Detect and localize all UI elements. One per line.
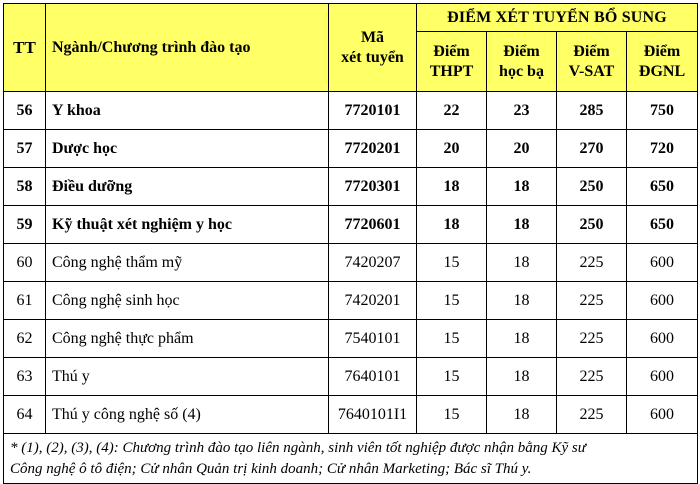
header-vsat-line2: V-SAT <box>568 62 615 80</box>
cell-tt: 59 <box>4 206 46 244</box>
cell-dgnl: 600 <box>627 320 698 358</box>
cell-dgnl: 720 <box>627 130 698 168</box>
cell-thpt: 15 <box>417 282 487 320</box>
cell-thpt: 18 <box>417 168 487 206</box>
cell-tt: 62 <box>4 320 46 358</box>
cell-vsat: 225 <box>557 320 627 358</box>
cell-hocba: 18 <box>487 244 557 282</box>
cell-hocba: 18 <box>487 320 557 358</box>
cell-hocba: 18 <box>487 168 557 206</box>
cell-program: Công nghệ thực phẩm <box>46 320 329 358</box>
cell-vsat: 250 <box>557 206 627 244</box>
table-row <box>4 92 698 130</box>
cell-code: 7720101 <box>329 92 417 130</box>
table-body <box>4 92 698 484</box>
cell-hocba: 18 <box>487 396 557 434</box>
cell-vsat: 225 <box>557 396 627 434</box>
cell-thpt: 15 <box>417 396 487 434</box>
header-hocba-line2: học bạ <box>499 62 544 80</box>
cell-dgnl: 600 <box>627 358 698 396</box>
cell-program: Y khoa <box>46 92 329 130</box>
header-thpt-line2: THPT <box>429 62 474 80</box>
header-vsat-line1: Điểm <box>573 42 610 60</box>
table-row <box>4 130 698 168</box>
header-code <box>329 4 417 92</box>
cell-hocba: 18 <box>487 206 557 244</box>
cell-code: 7640101 <box>329 358 417 396</box>
header-dgnl-line1: Điểm <box>643 42 681 60</box>
cell-vsat: 285 <box>557 92 627 130</box>
cell-dgnl: 600 <box>627 244 698 282</box>
cell-dgnl: 600 <box>627 282 698 320</box>
cell-code: 7720601 <box>329 206 417 244</box>
cell-hocba: 23 <box>487 92 557 130</box>
cell-code: 7640101I1 <box>329 396 417 434</box>
cell-vsat: 250 <box>557 168 627 206</box>
table-header <box>4 4 698 92</box>
cell-tt: 63 <box>4 358 46 396</box>
cell-code: 7720201 <box>329 130 417 168</box>
header-tt: TT <box>4 4 46 92</box>
table-row <box>4 320 698 358</box>
cell-tt: 56 <box>4 92 46 130</box>
cell-vsat: 225 <box>557 282 627 320</box>
header-vsat <box>557 32 627 92</box>
cell-code: 7420201 <box>329 282 417 320</box>
cell-tt: 61 <box>4 282 46 320</box>
admission-score-table <box>3 3 698 484</box>
cell-tt: 60 <box>4 244 46 282</box>
header-score-group: ĐIỂM XÉT TUYỂN BỔ SUNG <box>417 4 698 32</box>
header-hocba <box>487 32 557 92</box>
header-thpt <box>417 32 487 92</box>
cell-dgnl: 650 <box>627 168 698 206</box>
header-program: Ngành/Chương trình đào tạo <box>46 4 329 92</box>
cell-dgnl: 650 <box>627 206 698 244</box>
cell-program: Dược học <box>46 130 329 168</box>
table-row <box>4 168 698 206</box>
cell-program: Công nghệ thẩm mỹ <box>46 244 329 282</box>
cell-code: 7720301 <box>329 168 417 206</box>
cell-program: Thú y <box>46 358 329 396</box>
cell-tt: 57 <box>4 130 46 168</box>
cell-dgnl: 600 <box>627 396 698 434</box>
cell-program: Công nghệ sinh học <box>46 282 329 320</box>
cell-thpt: 20 <box>417 130 487 168</box>
cell-vsat: 225 <box>557 244 627 282</box>
footnote-line2: Công nghệ ô tô điện; Cử nhân Quản trị kinh doanh; Cử nhân Marketing; Bác sĩ Thú y. <box>10 460 532 477</box>
footnote <box>4 434 698 484</box>
cell-hocba: 20 <box>487 130 557 168</box>
table-row <box>4 282 698 320</box>
cell-thpt: 15 <box>417 244 487 282</box>
table-row <box>4 244 698 282</box>
table-row <box>4 396 698 434</box>
table-row <box>4 206 698 244</box>
cell-thpt: 15 <box>417 320 487 358</box>
cell-hocba: 18 <box>487 358 557 396</box>
footnote-line1: * (1), (2), (3), (4): Chương trình đào tạo liên ngành, sinh viên tốt nghiệp được nhận bằng Kỹ sư <box>10 439 586 456</box>
cell-code: 7540101 <box>329 320 417 358</box>
cell-hocba: 18 <box>487 282 557 320</box>
cell-thpt: 15 <box>417 358 487 396</box>
table-row <box>4 358 698 396</box>
cell-program: Kỹ thuật xét nghiệm y học <box>46 206 329 244</box>
header-thpt-line1: Điểm <box>433 42 470 60</box>
footnote-row <box>4 434 698 484</box>
cell-thpt: 18 <box>417 206 487 244</box>
cell-vsat: 225 <box>557 358 627 396</box>
cell-tt: 58 <box>4 168 46 206</box>
cell-vsat: 270 <box>557 130 627 168</box>
header-code-line1: Mã <box>360 28 385 46</box>
cell-dgnl: 750 <box>627 92 698 130</box>
header-hocba-line1: Điểm <box>503 42 540 60</box>
cell-tt: 64 <box>4 396 46 434</box>
cell-program: Điều dưỡng <box>46 168 329 206</box>
cell-program: Thú y công nghệ số (4) <box>46 396 329 434</box>
header-dgnl <box>627 32 698 92</box>
header-code-line2: xét tuyển <box>341 48 404 66</box>
cell-code: 7420207 <box>329 244 417 282</box>
cell-thpt: 22 <box>417 92 487 130</box>
header-dgnl-line2: ĐGNL <box>638 62 686 80</box>
